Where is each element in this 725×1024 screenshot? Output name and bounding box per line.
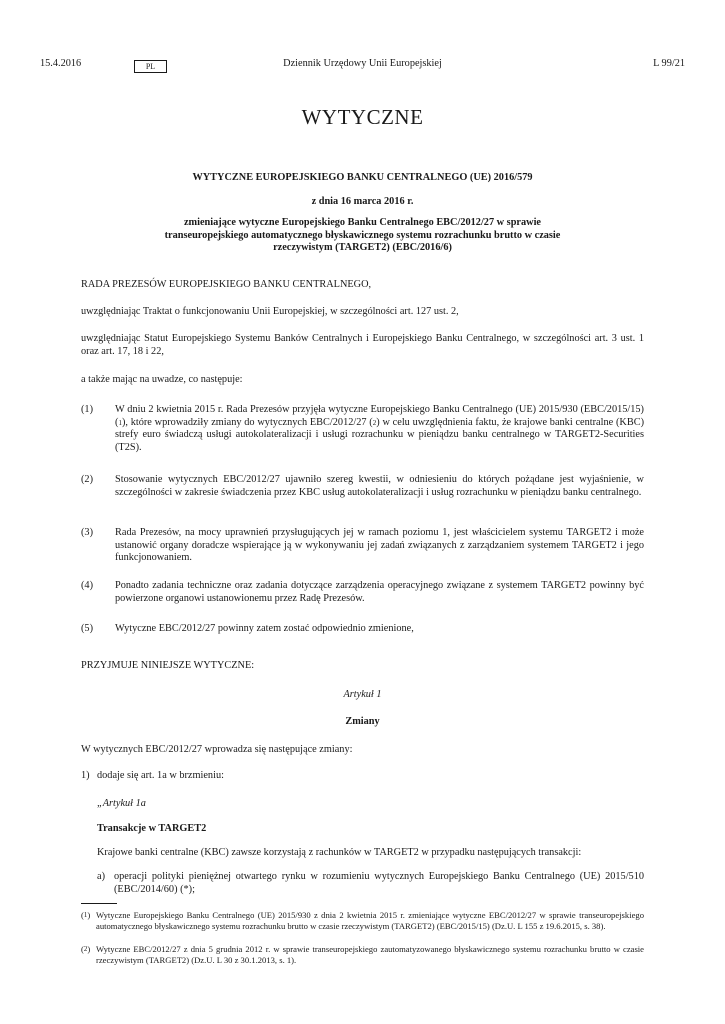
recital-text: Stosowanie wytycznych EBC/2012/27 ujawniło szereg kwestii, w odniesieniu do których pożądane jest wyjaśnienie, w szczególności w zakresie świadczenia przez KBC usług autokolateralizacji i usług rozrachunku w pieniądzu banku centralnego. bbox=[115, 474, 644, 498]
item-number: 1) bbox=[81, 770, 90, 781]
article-label: Artykuł 1 bbox=[343, 689, 382, 700]
whereas-intro: a także mając na uwadze, co następuje: bbox=[81, 374, 243, 385]
header-date: 15.4.2016 bbox=[40, 58, 82, 69]
act-date: z dnia 16 marca 2016 r. bbox=[311, 196, 414, 207]
citation-treaty: uwzględniając Traktat o funkcjonowaniu Unii Europejskiej, w szczególności art. 127 ust. 2, bbox=[81, 306, 459, 317]
council-line: RADA PREZESÓW EUROPEJSKIEGO BANKU CENTRALNEGO, bbox=[81, 279, 372, 290]
recital-number: (4) bbox=[81, 580, 94, 591]
recital-number: (2) bbox=[81, 474, 94, 485]
document-type: WYTYCZNE bbox=[301, 105, 424, 129]
adopts-line: PRZYJMUJE NINIEJSZE WYTYCZNE: bbox=[81, 660, 255, 671]
recital-text bbox=[115, 404, 644, 454]
language-badge: PL bbox=[134, 60, 167, 73]
article-heading: Zmiany bbox=[345, 716, 380, 727]
footnote-number: 2 bbox=[83, 945, 88, 953]
recital-number: (3) bbox=[81, 527, 94, 538]
article-intro: W wytycznych EBC/2012/27 wprowadza się następujące zmiany: bbox=[81, 744, 353, 755]
point-number: a) bbox=[97, 871, 105, 882]
footnote-text: Wytyczne Europejskiego Banku Centralnego (UE) 2015/930 z dnia 2 kwietnia 2015 r. zmieniające wytyczne EBC/2012/27 w sprawie transeuropejskiego automatycznego błyskawicznego systemu rozrachunku brutto w czasie rzeczywistym (TARGET2) (EBC/2015/15) (Dz.U. L 155 z 19.6.2015, s. 38). bbox=[96, 910, 644, 931]
recital-text-part: ), które wprowadziły zmiany do wytycznych EBC/2012/27 ( bbox=[121, 416, 373, 428]
recital-text-part: ) w celu uwzględnienia faktu, że krajowe banki centralne (KBC) strefy euro świadczą usługi autokolateralizacji i usługi rozrachunku w pieniądzu banku centralnego w TARGET2-Securities (T2S). bbox=[115, 416, 644, 453]
recital-number: (5) bbox=[81, 623, 94, 634]
recital-text: Rada Prezesów, na mocy uprawnień przysługujących jej w ramach poziomu 1, jest właścicielem systemu TARGET2 i może ustanowić organy doradcze wspierające ją w wykonywaniu jej zadań związanych z zarządzaniem systemem TARGET2 i jego funkcjonowaniem. bbox=[115, 527, 644, 564]
act-subject-line: zmieniające wytyczne Europejskiego Banku Centralnego EBC/2012/27 w sprawie bbox=[183, 217, 542, 228]
quoted-article-label: „Artykuł 1a bbox=[97, 798, 146, 809]
footnote-number: 1 bbox=[83, 911, 88, 919]
act-subject bbox=[81, 217, 644, 255]
footnote-text: Wytyczne EBC/2012/27 z dnia 5 grudnia 2012 r. w sprawie transeuropejskiego zautomatyzowanego błyskawicznego systemu rozrachunku brutto w czasie rzeczywistym (TARGET2) (Dz.U. L 30 z 30.1.2013, s. 1). bbox=[96, 944, 644, 965]
item-text: dodaje się art. 1a w brzmieniu: bbox=[97, 770, 224, 781]
page-reference: L 99/21 bbox=[653, 58, 685, 69]
act-subject-line: rzeczywistym (TARGET2) (EBC/2016/6) bbox=[273, 242, 452, 254]
citation-statute: uwzględniając Statut Europejskiego Systemu Banków Centralnych i Europejskiego Banku Centralnego, w szczególności art. 3 ust. 1 oraz art. 17, 18 i 22, bbox=[81, 333, 644, 357]
point-text: operacji polityki pieniężnej otwartego rynku w rozumieniu wytycznych Europejskiego Banku Centralnego (UE) 2015/510 (EBC/2014/60) (*); bbox=[114, 871, 644, 895]
journal-title: Dziennik Urzędowy Unii Europejskiej bbox=[283, 58, 442, 69]
act-title: WYTYCZNE EUROPEJSKIEGO BANKU CENTRALNEGO (UE) 2016/579 bbox=[192, 172, 533, 183]
recital-text-part: W dniu 2 kwietnia 2015 r. Rada Prezesów przyjęła wytyczne Europejskiego Banku Centralnego (UE) 2015/930 (EBC/2015/15) ( bbox=[115, 404, 644, 428]
footnote-ref-1[interactable]: 1 bbox=[118, 418, 122, 427]
act-subject-line: transeuropejskiego automatycznego błyskawicznego systemu rozrachunku brutto w czasie bbox=[164, 229, 561, 241]
quoted-article-heading: Transakcje w TARGET2 bbox=[97, 823, 207, 834]
footnote-marker: ($^2$) bbox=[81, 944, 91, 954]
footnote-divider bbox=[81, 903, 117, 904]
footnote-ref-2[interactable]: 2 bbox=[372, 418, 377, 427]
footnote-marker: ($^1$) bbox=[81, 910, 91, 920]
recital-number: (1) bbox=[81, 404, 94, 415]
recital-text: Wytyczne EBC/2012/27 powinny zatem zostać odpowiednio zmienione, bbox=[115, 623, 414, 634]
recital-text: Ponadto zadania techniczne oraz zadania dotyczące zarządzenia operacyjnego związane z systemem TARGET2 powinny być powierzone organowi ustanowionemu przez Radę Prezesów. bbox=[115, 580, 644, 604]
quoted-article-body: Krajowe banki centralne (KBC) zawsze korzystają z rachunków w TARGET2 w przypadku następujących transakcji: bbox=[97, 847, 582, 858]
